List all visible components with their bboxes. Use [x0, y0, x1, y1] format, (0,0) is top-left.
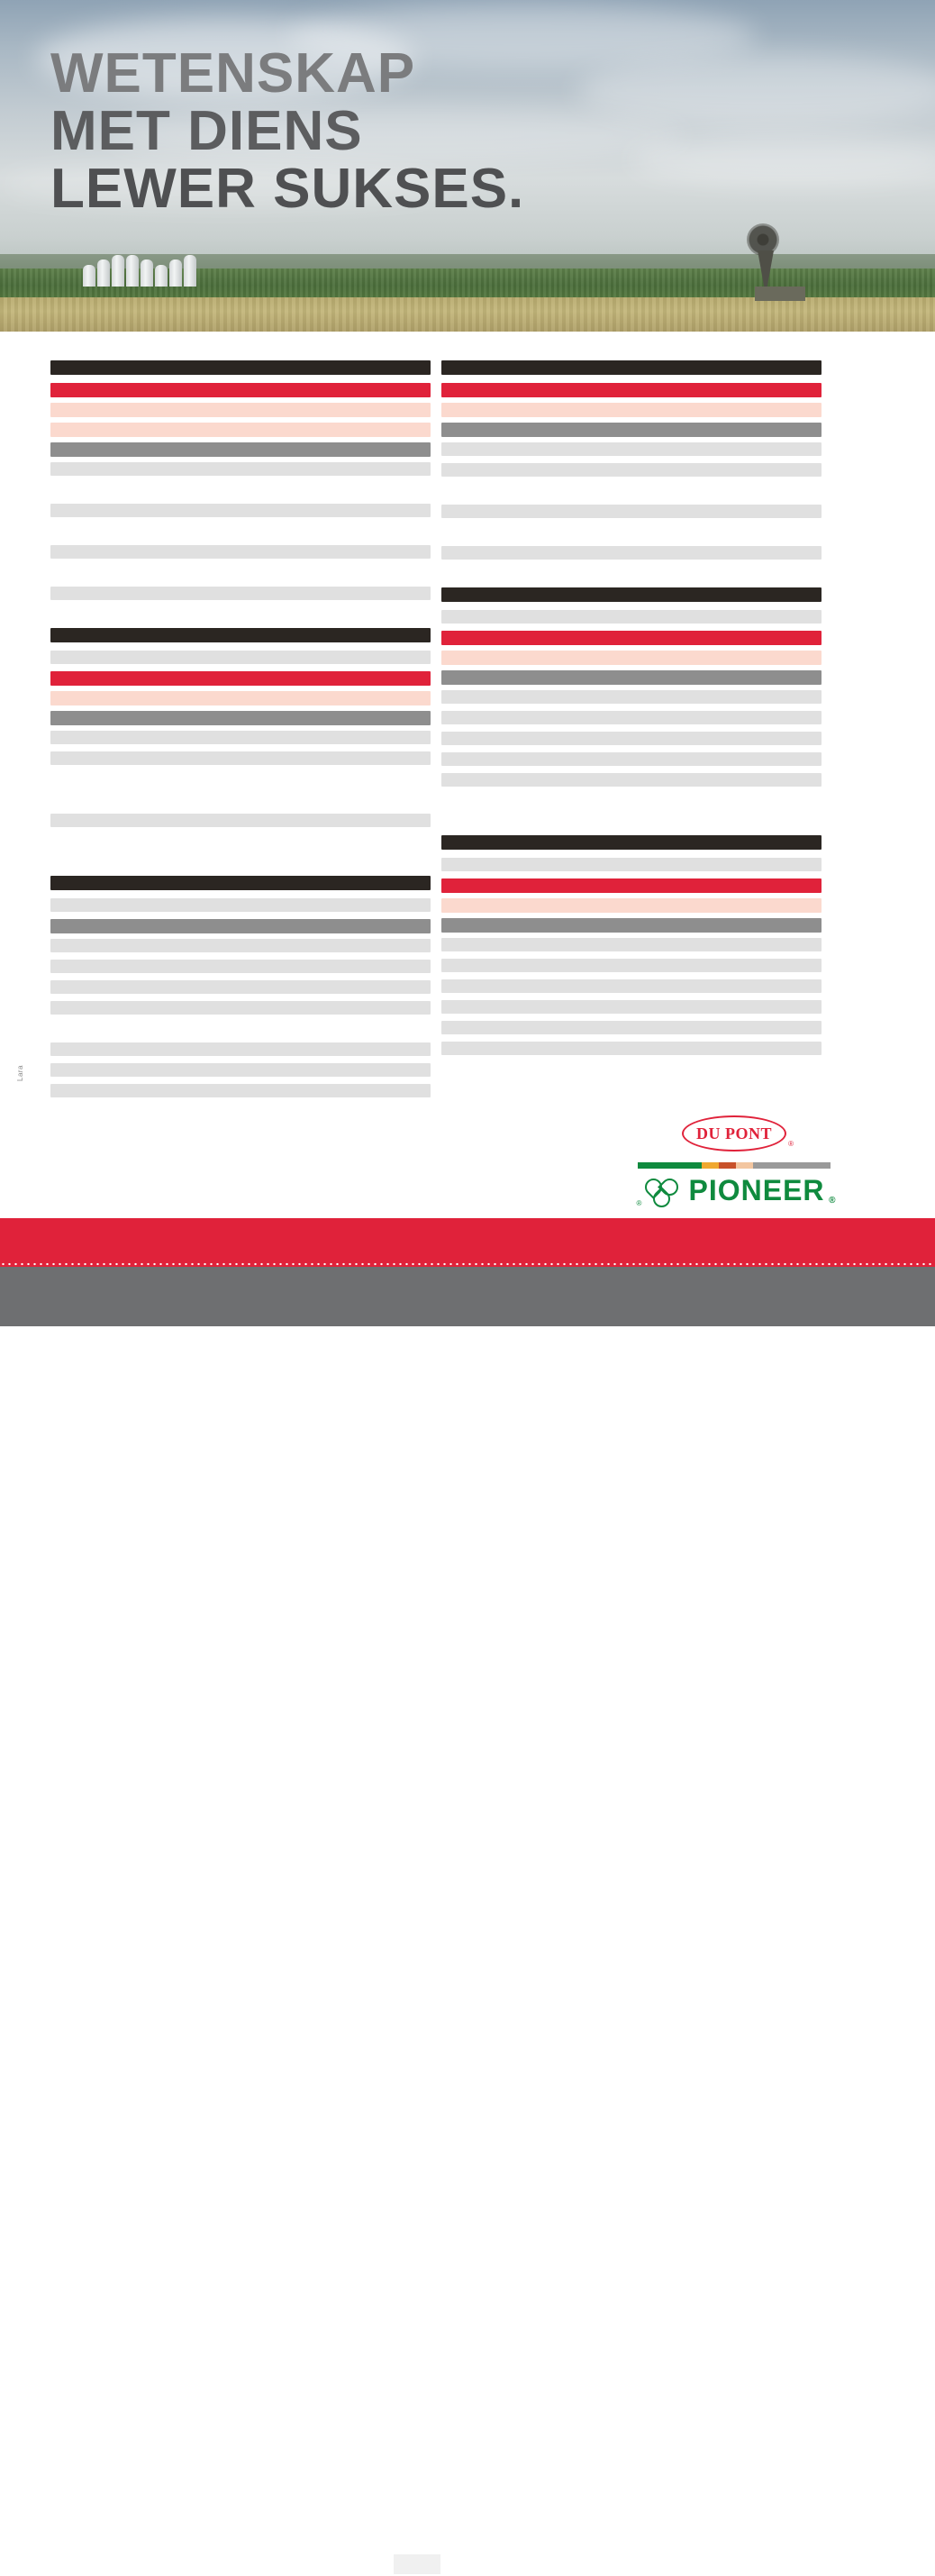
sa-graan-sa: SA	[788, 2546, 825, 2576]
right-block-2	[441, 567, 822, 787]
text-line	[50, 504, 431, 517]
text-line-blank	[50, 483, 431, 496]
sa-graan-raan: RAAN	[849, 2550, 885, 2563]
text-line-blank	[50, 607, 431, 621]
highlight-bar-red	[441, 631, 822, 645]
section-heading-bar	[441, 587, 822, 602]
text-line-blank	[50, 524, 431, 538]
text-line	[50, 1001, 431, 1015]
text-line	[441, 1000, 822, 1014]
text-line-blank	[50, 772, 431, 786]
text-line	[50, 898, 431, 912]
text-line	[441, 711, 822, 724]
footer-red-band	[0, 1218, 935, 1261]
sa-graan-rain: RAIN	[849, 2562, 880, 2576]
right-column	[441, 360, 822, 1062]
text-line	[441, 979, 822, 993]
cloud-shape	[631, 135, 935, 185]
sa-graan-logo	[788, 2548, 885, 2575]
page-title	[50, 42, 525, 220]
text-line	[50, 751, 431, 765]
pioneer-trefoil-icon	[636, 1177, 679, 1207]
text-line-grey	[441, 423, 822, 437]
text-line-blank	[50, 834, 431, 848]
highlight-bar-pink	[441, 403, 822, 417]
highlight-bar-red	[50, 671, 431, 686]
registered-mark-icon: ®	[636, 1198, 642, 1207]
pioneer-logo	[631, 1174, 838, 1207]
sponsor-logos	[631, 1115, 838, 1207]
text-line-blank	[441, 815, 822, 828]
title-line-1: WETENSKAP	[50, 42, 416, 105]
text-line	[441, 442, 822, 456]
text-line	[441, 463, 822, 477]
section-heading-bar	[50, 628, 431, 642]
text-line-blank	[441, 794, 822, 807]
left-block-2	[50, 607, 431, 827]
registered-mark-icon: ®	[829, 1196, 837, 1206]
highlight-bar-pink	[50, 423, 431, 437]
text-line	[441, 959, 822, 972]
hero-banner	[0, 0, 935, 332]
text-line	[441, 690, 822, 704]
text-line-blank	[441, 525, 822, 539]
text-line	[441, 505, 822, 518]
text-line-blank	[50, 855, 431, 869]
text-line	[50, 545, 431, 559]
section-heading-bar	[441, 360, 822, 375]
title-line-3: LEWER SUKSES.	[50, 157, 525, 220]
text-line-blank	[441, 484, 822, 497]
dupont-wordmark: DU PONT	[696, 1124, 772, 1142]
right-block-1	[441, 360, 822, 560]
windmill-icon	[734, 223, 797, 296]
left-block-3	[50, 834, 431, 1097]
highlight-bar-pink	[50, 403, 431, 417]
title-line-2: MET DIENS	[50, 99, 363, 162]
left-block-1	[50, 360, 431, 600]
registered-mark-icon: ®	[788, 1140, 794, 1148]
footer-grey-band	[0, 1267, 935, 2576]
text-line	[50, 651, 431, 664]
text-line	[50, 731, 431, 744]
text-line-grey	[50, 442, 431, 457]
margin-credit-label: Lara	[16, 1064, 24, 1081]
text-line	[50, 1063, 431, 1077]
page-number-box	[394, 2554, 440, 2574]
text-line	[50, 587, 431, 600]
pioneer-wordmark: PIONEER ®	[688, 1174, 837, 1206]
text-line	[50, 814, 431, 827]
highlight-bar-red	[50, 383, 431, 397]
section-heading-bar	[441, 835, 822, 850]
text-line	[441, 1021, 822, 1034]
text-line	[441, 773, 822, 787]
text-line	[441, 752, 822, 766]
text-line-blank	[50, 793, 431, 806]
text-line	[50, 960, 431, 973]
text-line-blank	[50, 1022, 431, 1035]
text-line	[50, 1042, 431, 1056]
highlight-bar-pink	[441, 651, 822, 665]
article-body	[0, 332, 935, 1215]
pioneer-stripe-bar	[638, 1162, 831, 1169]
text-line-blank	[50, 566, 431, 579]
text-line-grey	[50, 919, 431, 933]
text-line	[441, 858, 822, 871]
text-line	[50, 939, 431, 952]
section-heading-bar	[50, 876, 431, 890]
text-line-grey	[50, 711, 431, 725]
highlight-bar-pink	[441, 898, 822, 913]
text-line	[50, 1084, 431, 1097]
highlight-bar-pink	[50, 691, 431, 705]
grain-silos-icon	[83, 255, 198, 287]
text-line	[441, 732, 822, 745]
text-line-grey	[441, 670, 822, 685]
text-line	[441, 610, 822, 624]
dry-field	[0, 297, 935, 332]
text-line	[441, 1042, 822, 1055]
section-heading-bar	[50, 360, 431, 375]
highlight-bar-red	[441, 878, 822, 893]
text-line-grey	[441, 918, 822, 933]
text-line-blank	[441, 567, 822, 580]
sa-graan-g: G	[827, 2546, 848, 2576]
right-block-3	[441, 794, 822, 1055]
dupont-logo	[682, 1115, 794, 1151]
highlight-bar-red	[441, 383, 822, 397]
text-line	[50, 462, 431, 476]
text-line	[441, 546, 822, 560]
left-column	[50, 360, 431, 1105]
text-line	[441, 938, 822, 951]
cloud-shape	[576, 54, 935, 126]
farm-shed-icon	[755, 287, 805, 301]
text-line	[50, 980, 431, 994]
